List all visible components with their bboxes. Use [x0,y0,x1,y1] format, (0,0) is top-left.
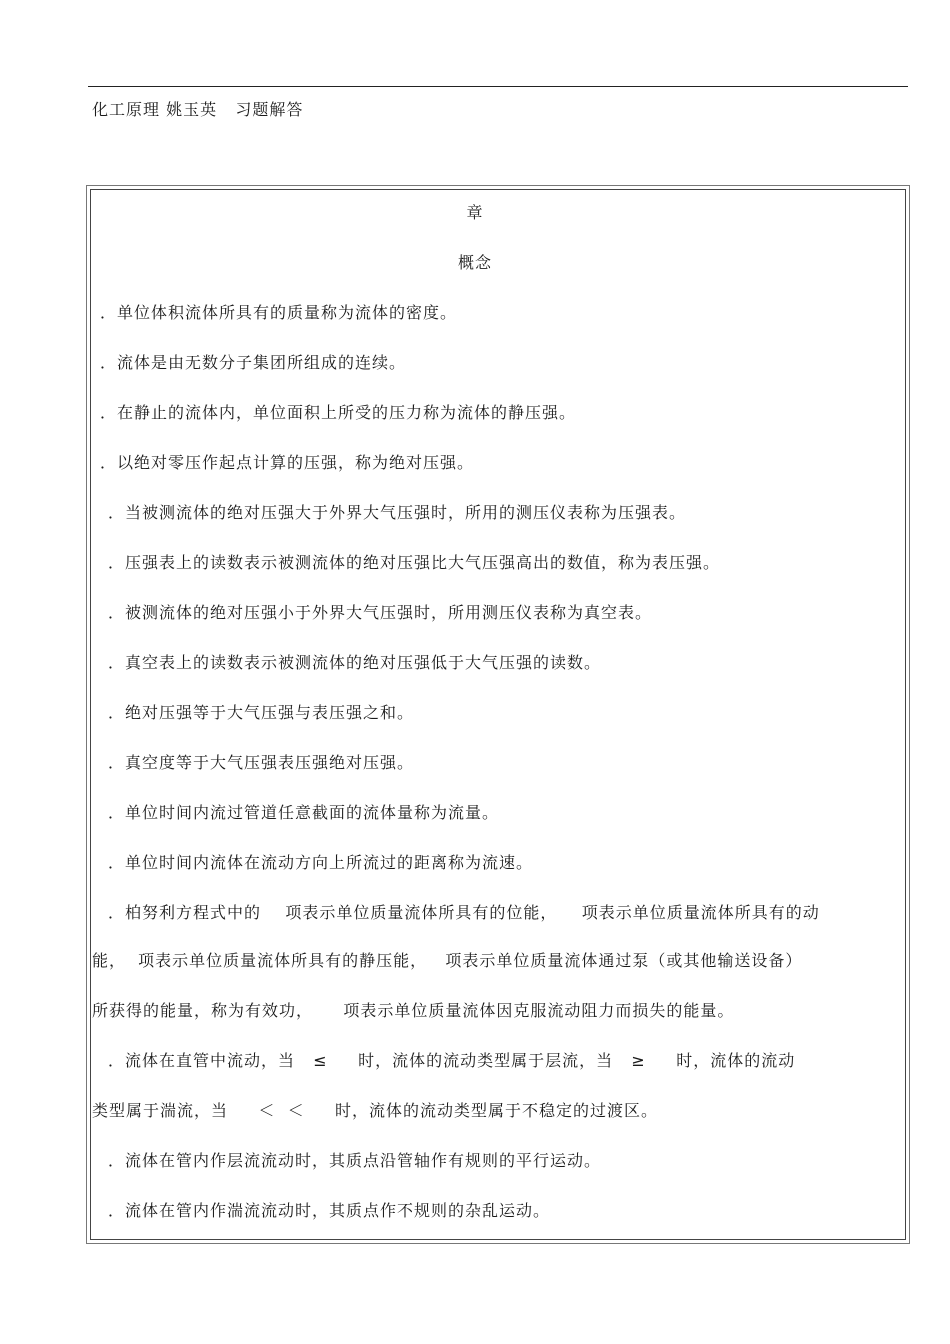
list-item: ．流体是由无数分子集团所组成的连续。 [100,353,407,372]
header-rule [88,86,908,87]
list-item: ．真空表上的读数表示被测流体的绝对压强低于大气压强的读数。 [108,653,602,672]
list-item: ．流体在管内作层流流动时，其质点沿管轴作有规则的平行运动。 [108,1151,602,1170]
list-item: ．流体在管内作湍流流动时，其质点作不规则的杂乱运动。 [108,1201,551,1220]
bernoulli-line-2: 能， 项表示单位质量流体所具有的静压能， 项表示单位质量流体通过泵（或其他输送设备） [92,951,803,970]
list-item: ．单位时间内流体在流动方向上所流过的距离称为流速。 [108,853,534,872]
list-item: ．被测流体的绝对压强小于外界大气压强时，所用测压仪表称为真空表。 [108,603,653,622]
flow-type-line-2: 类型属于湍流，当 ＜ ＜ 时，流体的流动类型属于不稳定的过渡区。 [92,1101,659,1120]
list-item: ．单位体积流体所具有的质量称为流体的密度。 [100,303,458,322]
bernoulli-line-1: ．柏努利方程式中的 项表示单位质量流体所具有的位能， 项表示单位质量流体所具有的动 [108,903,820,922]
chapter-title: 章 [466,203,484,222]
bernoulli-line-3: 所获得的能量，称为有效功， 项表示单位质量流体因克服流动阻力而损失的能量。 [92,1001,735,1020]
list-item: ．真空度等于大气压强表压强绝对压强。 [108,753,415,772]
page-header: 化工原理 姚玉英 习题解答 [92,100,304,119]
flow-type-line-1: ．流体在直管中流动，当 ≤ 时，流体的流动类型属于层流，当 ≥ 时，流体的流动 [108,1051,796,1070]
list-item: ．当被测流体的绝对压强大于外界大气压强时，所用的测压仪表称为压强表。 [108,503,687,522]
list-item: ．单位时间内流过管道任意截面的流体量称为流量。 [108,803,500,822]
list-item: ．压强表上的读数表示被测流体的绝对压强比大气压强高出的数值，称为表压强。 [108,553,721,572]
list-item: ．在静止的流体内，单位面积上所受的压力称为流体的静压强。 [100,403,577,422]
list-item: ．以绝对零压作起点计算的压强，称为绝对压强。 [100,453,475,472]
list-item: ．绝对压强等于大气压强与表压强之和。 [108,703,415,722]
section-heading: 概念 [457,253,492,272]
